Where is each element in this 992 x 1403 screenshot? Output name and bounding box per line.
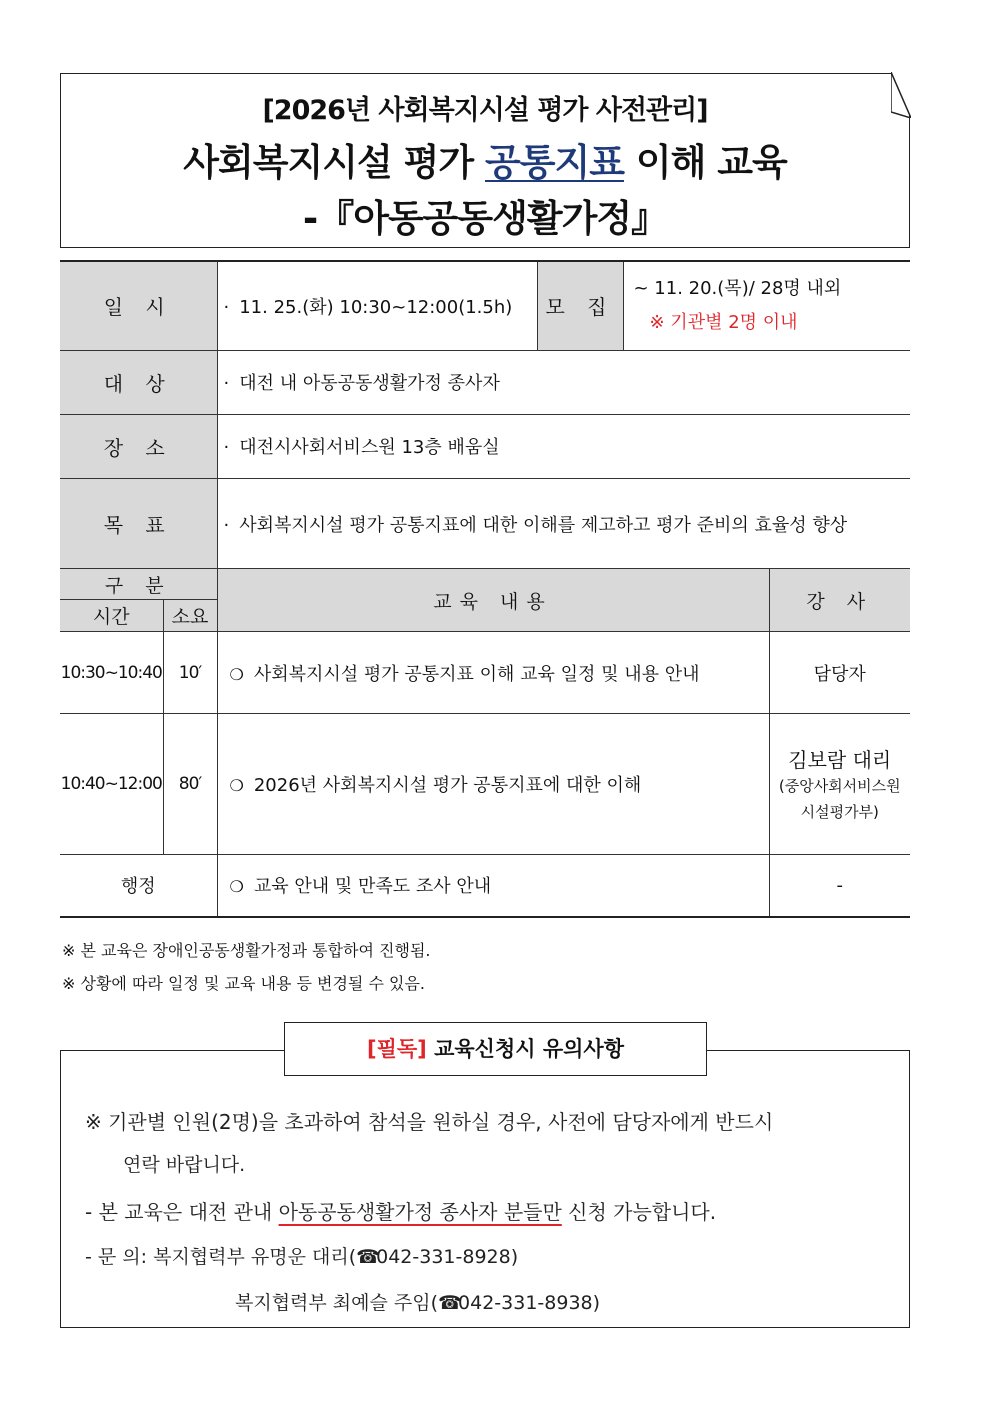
must-read-tag: [필독] [367,1037,427,1061]
title-box [60,73,910,248]
circle-bullet-icon: ❍ [229,776,244,795]
row-instructor: 담당자 [769,632,910,714]
notes [62,934,431,1000]
title-line2 [61,132,909,186]
contact-label: - 문 의: [85,1246,148,1268]
must-read-title-text: 교육신청시 유의사항 [426,1037,624,1061]
phone-icon: ☎ [356,1246,380,1268]
phone-icon: ☎ [438,1292,462,1314]
info-table [60,260,910,570]
recruit-note: ※ 기관별 2명 이내 [649,311,798,333]
header-time: 시간 [60,600,163,632]
datetime-label: 일 시 [60,261,217,350]
circle-bullet-icon: ❍ [229,877,244,897]
table-row [60,714,910,855]
instructor-org: (중앙사회서비스원 [778,776,901,795]
row-content: ❍ 2026년 사회복지시설 평가 공통지표에 대한 이해 [217,714,769,855]
note-item: ※ 상황에 따라 일정 및 교육 내용 등 변경될 수 있음. [62,974,426,993]
contact-line2: 복지협력부 최예슬 주임(☎042-331-8938) [235,1292,601,1314]
row-instructor [769,714,910,855]
must-read-emphasis: 아동공동생활가정 종사자 분들만 [278,1200,562,1224]
must-read-line2: 연락 바랍니다. [123,1154,246,1176]
header-duration: 소요 [163,600,217,632]
title-line2-pre: 사회복지시설 평가 [183,141,485,184]
title-line1: [2026년 사회복지시설 평가 사전관리] [262,95,708,126]
goal-value: · 사회복지시설 평가 공통지표에 대한 이해를 제고하고 평가 준비의 효율성 향상 [217,478,910,569]
schedule-table [60,568,910,918]
admin-label: 행정 [60,855,217,917]
place-label: 장 소 [60,414,217,478]
recruit-label: 모 집 [537,261,623,350]
row-duration: 10′ [163,632,217,714]
must-read-box [60,1050,910,1328]
datetime-value: · 11. 25.(화) 10:30~12:00(1.5h) [217,261,537,350]
note-item: ※ 본 교육은 장애인공동생활가정과 통합하여 진행됨. [62,941,431,960]
goal-label: 목 표 [60,478,217,569]
admin-content: ❍ 교육 안내 및 만족도 조사 안내 [217,855,769,917]
header-group: 구 분 [60,569,217,600]
title-line2-post: 이해 교육 [623,141,787,184]
must-read-title [284,1022,707,1076]
circle-bullet-icon: ❍ [229,664,244,684]
contact-line1: - 문 의: 복지협력부 유명운 대리(☎042-331-8928) [85,1246,519,1268]
table-row [60,632,910,714]
header-instructor: 강 사 [769,569,910,632]
must-read-line3: - 본 교육은 대전 관내 아동공동생활가정 종사자 분들만 신청 가능합니다. [85,1200,717,1224]
row-content: ❍ 사회복지시설 평가 공통지표 이해 교육 일정 및 내용 안내 [217,632,769,714]
title-highlight: 공통지표 [485,141,624,184]
admin-instructor: - [769,855,910,917]
instructor-dept: 시설평가부) [800,802,879,821]
target-label: 대 상 [60,350,217,414]
row-time: 10:40~12:00 [60,714,163,855]
header-content: 교육 내용 [217,569,769,632]
row-time: 10:30~10:40 [60,632,163,714]
row-duration: 80′ [163,714,217,855]
recruit-capacity: ~ 11. 20.(목)/ 28명 내외 [633,277,842,299]
recruit-value [623,261,910,350]
place-value: · 대전시사회서비스원 13층 배움실 [217,414,910,478]
title-line3: -『아동공동생활가정』 [302,197,668,240]
must-read-line1: ※ 기관별 인원(2명)을 초과하여 참석을 원하실 경우, 사전에 담당자에게 반드시 [85,1110,774,1134]
target-value: · 대전 내 아동공동생활가정 종사자 [217,350,910,414]
table-row [60,855,910,917]
instructor-name: 김보람 대리 [788,747,892,772]
